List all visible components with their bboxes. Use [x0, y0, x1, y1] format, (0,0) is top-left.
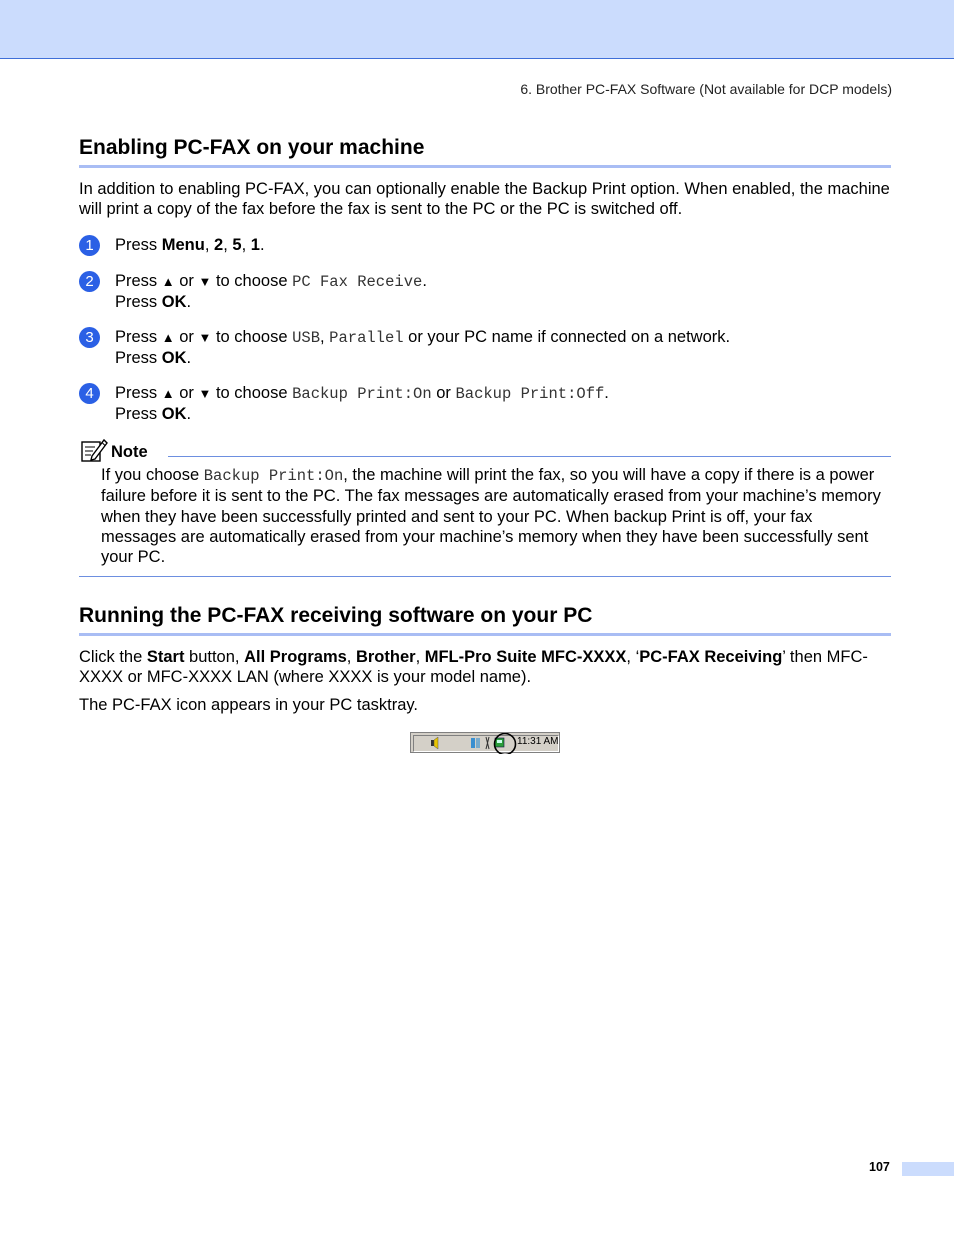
network-icon: [471, 738, 480, 748]
up-arrow-icon: ▲: [161, 274, 175, 289]
section-rule: [79, 633, 891, 636]
step-text: Press Menu, 2, 5, 1.: [115, 236, 265, 254]
down-arrow-icon: ▼: [198, 274, 212, 289]
antenna-icon: [486, 737, 489, 749]
step-text: Press ▲ or ▼ to choose PC Fax Receive. Press OK.: [115, 272, 427, 311]
tasktray-paragraph: The PC-FAX icon appears in your PC tasktray.: [79, 696, 418, 714]
intro-paragraph: In addition to enabling PC-FAX, you can optionally enable the Backup Print option. When enabled, the machine will print a copy of the fax before the fax is sent to the PC or the PC is switched off.: [79, 180, 890, 218]
step-number: 1: [79, 235, 100, 256]
section-title-running: Running the PC-FAX receiving software on your PC: [79, 604, 593, 627]
step-number: 3: [79, 327, 100, 348]
page-tab: [902, 1162, 954, 1176]
step-text: Press ▲ or ▼ to choose Backup Print:On or Backup Print:Off. Press OK.: [115, 384, 609, 423]
instructions-paragraph: Click the Start button, All Programs, Brother, MFL-Pro Suite MFC-XXXX, ‘PC-FAX Receiving’ then MFC-XXXX or MFC-XXXX LAN (where XXXX is your model name).: [79, 648, 868, 686]
tasktray-screenshot: [410, 732, 560, 753]
top-header-band: [0, 0, 954, 59]
step-text: Press ▲ or ▼ to choose USB, Parallel or your PC name if connected on a network. Press OK.: [115, 328, 731, 367]
speaker-icon: [431, 737, 438, 749]
down-arrow-icon: ▼: [198, 386, 212, 401]
note-rule-top: [168, 456, 891, 457]
step-number: 2: [79, 271, 100, 292]
tray-clock: 11:31 AM: [517, 736, 559, 747]
page-number: 107: [869, 1160, 890, 1174]
running-header: 6. Brother PC-FAX Software (Not available for DCP models): [520, 81, 892, 97]
down-arrow-icon: ▼: [198, 330, 212, 345]
note-pencil-icon: [80, 437, 108, 463]
up-arrow-icon: ▲: [161, 386, 175, 401]
step-number: 4: [79, 383, 100, 404]
note-text: If you choose Backup Print:On, the machine will print the fax, so you will have a copy if there is a power failure before it is sent to the PC. The fax messages are automatically erased from your machine’s memory when they have been successfully printed and sent to your PC. When backup Print is off, your fax messages are automatically erased from your machine’s memory when they have been successfully sent your PC.: [101, 466, 881, 567]
note-label: Note: [111, 443, 148, 461]
section-title-enabling: Enabling PC-FAX on your machine: [79, 136, 425, 159]
note-rule-bottom: [79, 576, 891, 577]
section-rule: [79, 165, 891, 168]
up-arrow-icon: ▲: [161, 330, 175, 345]
